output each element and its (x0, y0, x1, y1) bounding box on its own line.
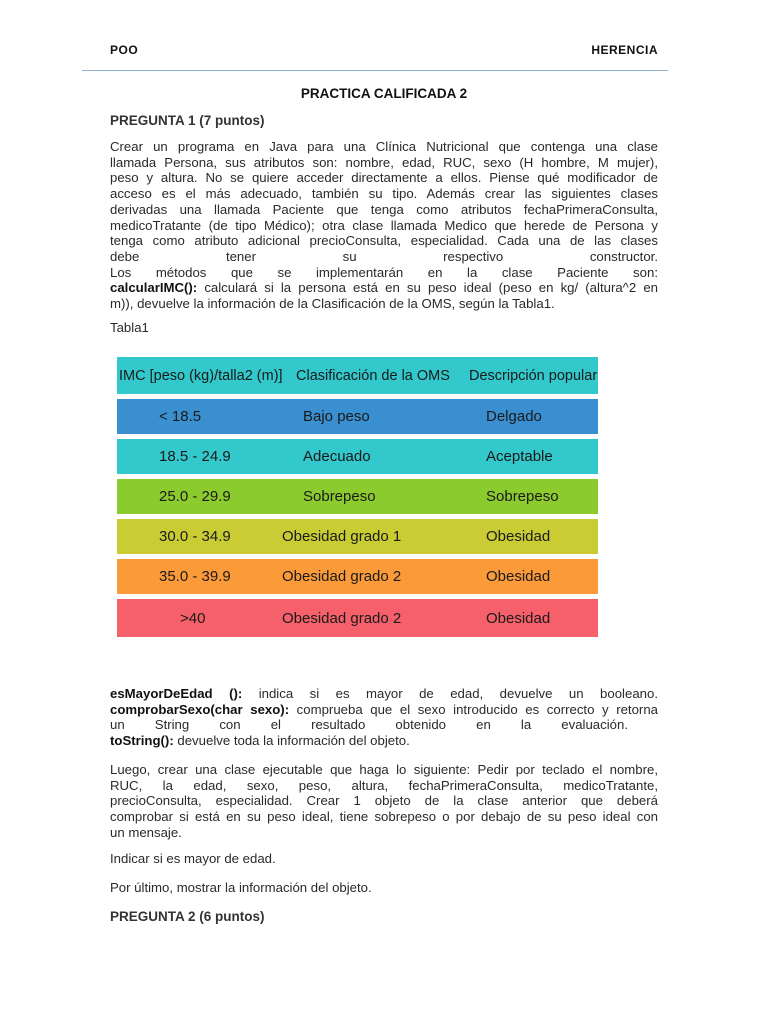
imc-cell: 18.5 - 24.9 (159, 448, 231, 465)
column-header: Clasificación de la OMS (296, 367, 450, 384)
method-desc: comprueba que el sexo introducido es correcto y retorna (289, 701, 658, 717)
text-line: RUC, la edad, sexo, peso, altura, fechaPrimeraConsulta, medicoTratante, (110, 777, 658, 793)
method-name: toString(): (110, 733, 174, 749)
oms-cell: Obesidad grado 2 (282, 568, 402, 585)
text-line (110, 280, 658, 296)
method-desc: calculará si la persona está en su peso ideal (peso en kg/ (altura^2 en (197, 280, 658, 296)
description-cell: Delgado (486, 408, 542, 425)
page-title: PRACTICA CALIFICADA 2 (300, 86, 468, 101)
method-name: comprobarSexo(char sexo): (110, 701, 290, 717)
table-header-row (117, 357, 598, 394)
intro-paragraph (110, 139, 658, 312)
table-row (117, 439, 598, 474)
text-line: tenga como atributo adicional precioConsulta, especialidad. Cada una de las clases (110, 233, 658, 249)
method-name: esMayorDeEdad (): (110, 686, 243, 701)
description-cell: Obesidad (486, 609, 551, 627)
text-line (110, 702, 658, 718)
tabla-label: Tabla1 (110, 320, 149, 335)
oms-cell: Sobrepeso (303, 488, 376, 505)
oms-cell: Adecuado (303, 448, 371, 465)
column-header: Descripción popular (469, 367, 598, 384)
table-row (117, 559, 598, 594)
imc-cell: 25.0 - 29.9 (159, 488, 231, 505)
imc-cell: < 18.5 (159, 408, 202, 425)
column-header: IMC [peso (kg)/talla2 (m)] (119, 367, 283, 384)
oms-cell: Obesidad grado 1 (282, 528, 402, 545)
text-line: medicoTratante (de tipo Médico); otra clase llamada Medico que herede de Persona y (110, 217, 658, 233)
text-line: un String con el resultado obtenido en la evaluación. (110, 717, 628, 733)
table-row (117, 599, 598, 637)
text-line: m)), devuelve la información de la Clasificación de la OMS, según la Tabla1. (110, 296, 555, 312)
text-line: peso y altura. No se quiere acceder directamente a ellos. Piense qué modificador de (110, 170, 658, 186)
text-line: comprobar si está en su peso ideal, tiene sobrepeso o por debajo de su peso ideal con (110, 809, 658, 825)
luego-paragraph (110, 762, 658, 841)
method-name: calcularIMC(): (110, 280, 198, 296)
header-left: POO (110, 43, 139, 57)
method-desc: indica si es mayor de edad, devuelve un booleano. (242, 686, 658, 701)
text-line: acceso es el más adecuado, también su tipo. Además crear las siguientes clases (110, 186, 658, 202)
imc-cell: 30.0 - 34.9 (159, 528, 231, 545)
text-line: precioConsulta, especialidad. Crear 1 objeto de la clase anterior que deberá (110, 793, 658, 809)
text-line: Crear un programa en Java para una Clínica Nutricional que contenga una clase (110, 139, 658, 154)
method-desc: devuelve toda la información del objeto. (173, 733, 410, 749)
mostrar-text: Por último, mostrar la información del objeto. (110, 880, 372, 895)
description-cell: Obesidad (486, 528, 551, 545)
pregunta-1-heading: PREGUNTA 1 (7 puntos) (110, 113, 265, 128)
table-row (117, 479, 598, 514)
text-line: Los métodos que se implementarán en la clase Paciente son: (110, 264, 658, 280)
text-line: debe tener su respectivo constructor. (110, 248, 658, 264)
header-right: HERENCIA (591, 43, 658, 57)
pregunta-2-heading: PREGUNTA 2 (6 puntos) (110, 909, 265, 924)
oms-cell: Bajo peso (303, 408, 370, 425)
description-cell: Sobrepeso (486, 488, 559, 505)
text-line (110, 686, 658, 702)
text-line: derivadas una llamada Paciente que tenga como atributos fechaPrimeraConsulta, (110, 201, 658, 217)
indicar-text: Indicar si es mayor de edad. (110, 851, 276, 866)
table-row (117, 399, 598, 434)
imc-cell: >40 (180, 609, 206, 627)
oms-cell: Obesidad grado 2 (282, 609, 402, 627)
text-line: un mensaje. (110, 824, 182, 840)
description-cell: Aceptable (486, 448, 553, 465)
header-divider (82, 70, 668, 71)
text-line: Luego, crear una clase ejecutable que haga lo siguiente: Pedir por teclado el nombre, (110, 762, 658, 777)
description-cell: Obesidad (486, 568, 551, 585)
text-line: llamada Persona, sus atributos son: nombre, edad, RUC, sexo (H hombre, M mujer), (110, 154, 658, 170)
methods-paragraph (110, 686, 658, 749)
imc-cell: 35.0 - 39.9 (159, 568, 231, 585)
text-line (110, 733, 658, 749)
table-row (117, 519, 598, 554)
